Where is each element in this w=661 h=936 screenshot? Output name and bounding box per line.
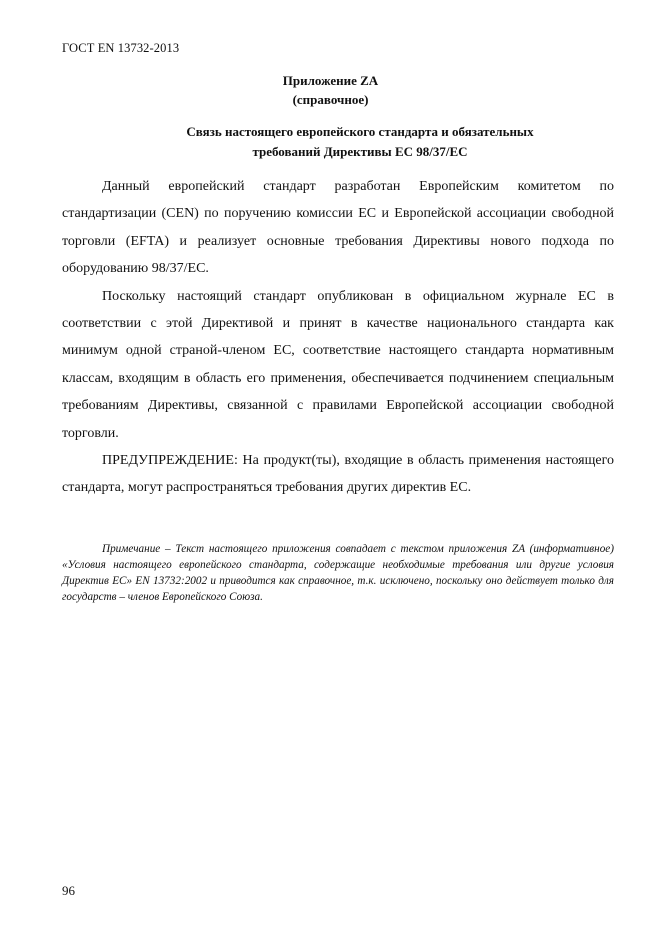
section-title-line2: требований Директивы ЕС 98/37/ЕС (252, 144, 468, 159)
warning-paragraph: ПРЕДУПРЕЖДЕНИЕ: На продукт(ты), входящие в область применения настоящего стандарта, могут распространяться требования других директив ЕС. (62, 453, 614, 496)
page-number: 96 (62, 883, 75, 898)
section-title (140, 122, 580, 162)
document-header: ГОСТ EN 13732-2013 (62, 41, 180, 55)
note (62, 541, 614, 605)
appendix-subtitle: (справочное) (292, 92, 369, 107)
paragraph: Поскольку настоящий стандарт опубликован в официальном журнале ЕС в соответствии с этой Директивой и принят в качестве национального стандарта как минимум одной страной-членом ЕС, соответствие настоящего стандарта нормативным классам, входящим в область его применения, обеспечивается подчинением специальным требованиям Директивы, связанной с правилами Европейской ассоциации свободной торговли. (62, 288, 614, 441)
section-title-line1: Связь настоящего европейского стандарта и обязательных (186, 124, 534, 139)
body-text (62, 173, 614, 502)
note-label: Примечание (102, 543, 161, 555)
note-text: – Текст настоящего приложения совпадает с текстом приложения ZA (информативное) «Условия настоящего европейского стандарта, содержащие необходимые требования или другие условия Директив ЕС» EN 13732:2002 и приводится как справочное, т.к. исключено, поскольку оно действует только для государств – членов Европейского Союза. (62, 543, 614, 603)
paragraph: Данный европейский стандарт разработан Европейским комитетом по стандартизации (CEN) по поручению комиссии ЕС и Европейской ассоциации свободной торговли (EFTA) и реализует основные требования Директивы нового подхода по оборудованию 98/37/ЕС. (62, 179, 614, 277)
appendix-title: Приложение ZA (282, 73, 379, 88)
